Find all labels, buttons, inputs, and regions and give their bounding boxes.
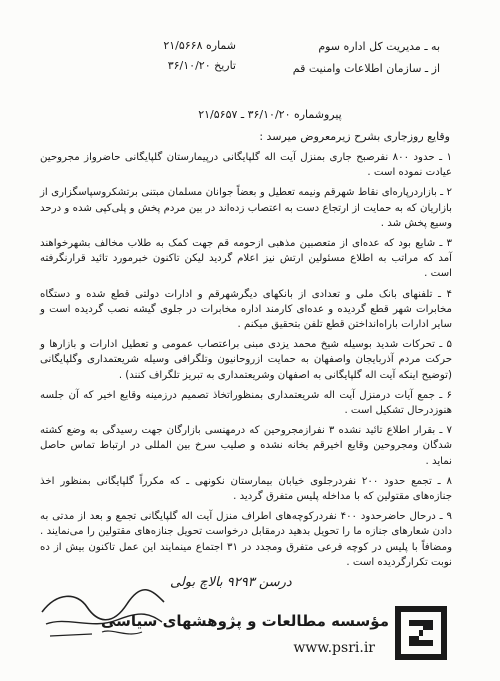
sender: از ـ سازمان اطلاعات وامنیت قم — [292, 62, 440, 75]
paragraph: ۵ ـ تحرکات شدید بوسیله شیخ محمد یزدی مبنی براعتصاب عمومی و تعطیل ادارات و بازارها و حرکت مردم آذربایجان واصفهان به حمایت ازروحانیون وتلگرافی وسیله شریعتمداری وگلپایگانی (توضیح اینکه آیت اله گلپایگانی به اصفهان وشریعتمداری به تبریز تلگراف کنند) . — [40, 339, 452, 381]
reference-line: پیروشماره ۳۶/۱۰/۲۰ ـ ۲۱/۵۶۵۷ — [198, 108, 342, 121]
paragraph: ۱ ـ حدود ۸۰۰ نفرصبح جاری بمنزل آیت اله گلپایگانی درپیمارستان گلپایگانی حاضرواز مجروحین عیادت نموده است . — [40, 152, 452, 179]
addressee: به ـ مدیریت کل اداره سوم — [318, 40, 440, 53]
document-header-addressing — [240, 36, 440, 80]
document-header-meta — [86, 36, 236, 76]
subject-line: وقایع روزجاری بشرح زیرمعروض میرسد : — [259, 130, 450, 143]
institute-name: مؤسسه مطالعات و پژوهشهای سیاسی — [100, 612, 389, 630]
paragraph: ۲ ـ بازاردرپاره‌ای نقاط شهرقم ونیمه تعطیل و بعضاً جوانان مسلمان مبتنی برتشکروسپاسگزاری از بازاریان که به حمایت از ارتجاع دست به اعتصاب زده‌اند در بین مردم پخش و پلی‌کپی شده و درحد وسیع پخش شد . — [40, 187, 452, 229]
institute-logo-icon — [395, 606, 447, 660]
document-body — [40, 150, 452, 575]
paragraph: ۳ ـ شایع بود که عده‌ای از متعصبین مذهبی ازحومه قم جهت کمک به طلاب مخالف بشهرخواهند آمد که مراتب به اطلاع مسئولین ارتش نیز اعلام گردید لیکن تاکنون خبرمورد تائید قرارنگرفته است . — [40, 238, 452, 280]
paragraph: ۴ ـ تلفنهای بانک ملی و تعدادی از بانکهای دیگرشهرقم و ادارات دولتی قطع شده و دستگاه مخابرات شهر قطع گردیده و عده‌ای کارمند اداره مخابرات در جلوی گیشه نصب گردیده است و سایر ادارات باراه‌انداختن قطع تلفن بتحقیق میکنم . — [40, 288, 452, 331]
signature-scribble — [32, 572, 172, 647]
paragraph: ۹ ـ درحال حاضرحدود ۴۰۰ نفردرکوچه‌های اطراف منزل آیت اله گلپایگانی تجمع و بعد از مدتی به دادن شعارهای جنازه ما را تحویل بدهید درمقابل درخواست تحویل جنازه‌های مقتولین را می‌نمایند . ومضافاً با پلیس در کوچه فرعی متفرق ومجدد در ۳۱ اجتماع مینمایند این عمل تاکنون بیش از ده نوبت تکرارگردیده است . — [40, 511, 452, 568]
paragraph: ۷ ـ بقرار اطلاع تائید نشده ۳ نفرازمجروحین که درمهنسی بازارگان جهت رسیدگی به وضع کشته شدگان ومجروحین وقایع اخیرقم بخانه نشده و صلیب سرخ بین المللی در ارتباط تماس حاصل نماید . — [40, 425, 452, 467]
handwritten-note: درسن ۹۲۹۳ بالاچ بولی — [170, 575, 292, 590]
document-date: تاریخ ۳۶/۱۰/۲۰ — [167, 59, 236, 72]
handwritten-signature — [32, 572, 172, 647]
archive-footer — [100, 598, 455, 668]
paragraph: ۶ ـ جمع آیات درمنزل آیت اله شریعتمداری بمنظوراتخاذ تصمیم درزمینه وقایع اخیر که آن جلسه هنوزدرحال تشکیل است . — [40, 389, 452, 417]
document-number: شماره ۲۱/۵۶۶۸ — [163, 39, 236, 52]
paragraph: ۸ ـ تجمع حدود ۲۰۰ نفردرجلوی خیابان بیمارستان نکونهی ـ که مکرراً گلپایگانی بمنظور اخذ جنازه‌های مقتولین که با مداخله پلیس متفرق گردید . — [40, 475, 452, 503]
institute-url[interactable]: www.psri.ir — [293, 640, 375, 656]
